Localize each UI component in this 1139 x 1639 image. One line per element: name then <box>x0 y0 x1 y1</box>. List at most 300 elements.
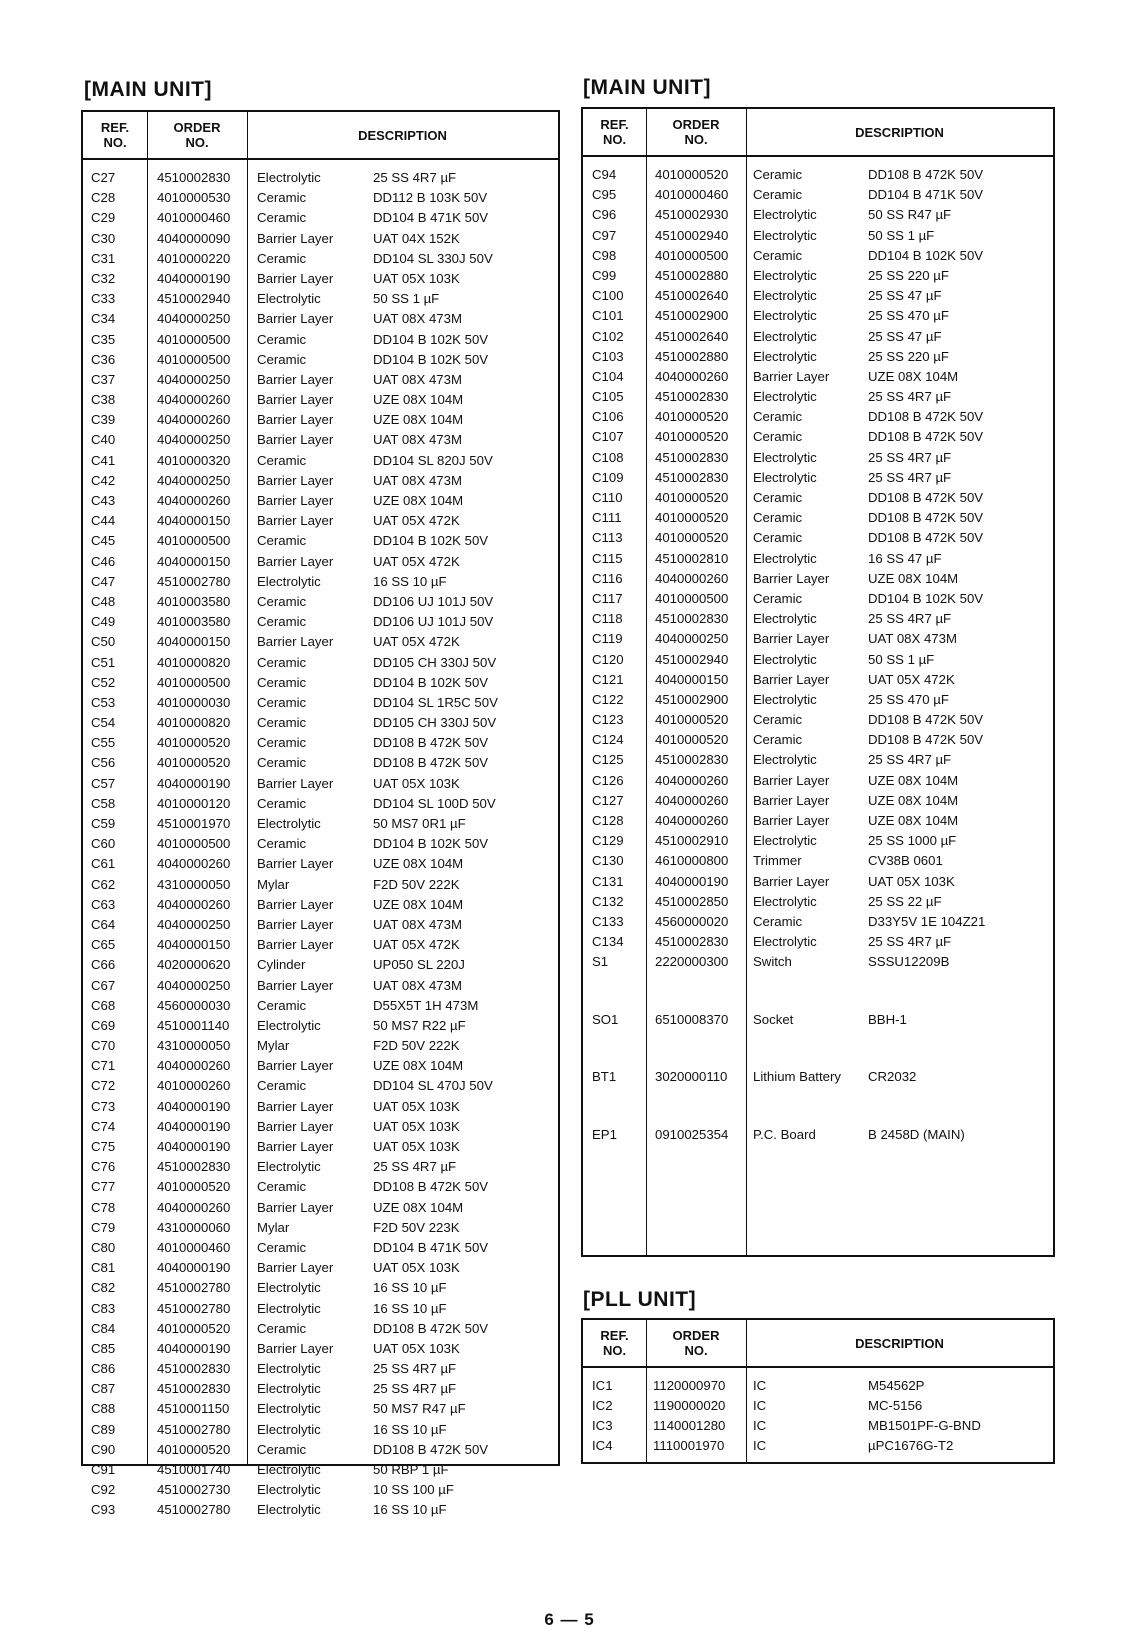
table-row <box>83 713 558 733</box>
table-row <box>83 1036 558 1056</box>
cell-ref: C124 <box>592 732 624 748</box>
table-row <box>583 589 1053 609</box>
cell-ref: C120 <box>592 651 624 667</box>
cell-ref: C53 <box>91 694 116 710</box>
cell-order: 1120000970 <box>653 1378 726 1393</box>
cell-spec: UAT 08X 473M <box>373 916 462 932</box>
cell-spec: 25 SS 4R7 µF <box>868 469 952 485</box>
cell-order: 4010000500 <box>157 331 231 347</box>
cell-spec: DD108 B 472K 50V <box>868 712 984 728</box>
table-row <box>83 915 558 935</box>
cell-type: Barrier Layer <box>257 937 334 953</box>
cell-type: IC <box>753 1438 767 1453</box>
cell-type: Barrier Layer <box>753 671 830 687</box>
cell-type: Electrolytic <box>257 1159 321 1175</box>
cell-spec: UAT 05X 472K <box>868 671 955 687</box>
right-rows <box>583 165 1053 952</box>
cell-order: 4040000260 <box>655 772 729 788</box>
table-row <box>83 854 558 874</box>
cell-spec: DD106 UJ 101J 50V <box>373 593 494 609</box>
cell-type: Barrier Layer <box>257 392 334 408</box>
left-rows <box>83 168 558 1521</box>
cell-type: Barrier Layer <box>257 896 334 912</box>
table-row <box>83 1399 558 1419</box>
table-row <box>83 1299 558 1319</box>
table-row <box>83 471 558 491</box>
cell-spec: UAT 05X 103K <box>373 1139 460 1154</box>
cell-ref: C74 <box>91 1118 116 1134</box>
cell-ref: C32 <box>91 270 116 286</box>
description-header-text: DESCRIPTION <box>358 127 447 143</box>
cell-order: 4510001970 <box>157 816 231 831</box>
cell-order: 4010003580 <box>157 593 231 609</box>
cell-type: Electrolytic <box>257 573 321 589</box>
cell-spec: CV38B 0601 <box>868 853 943 869</box>
cell-spec: DD104 B 471K 50V <box>373 210 489 226</box>
cell-spec: UZE 08X 104M <box>868 813 959 828</box>
cell-ref: C58 <box>91 795 116 811</box>
table-row <box>583 912 1053 932</box>
cell-ref: C92 <box>91 1482 116 1498</box>
cell-ref: C49 <box>91 614 116 630</box>
page-number: 6 — 5 <box>544 1610 595 1629</box>
cell-ref: C105 <box>592 389 624 405</box>
cell-type: Electrolytic <box>257 170 321 185</box>
cell-type: Ceramic <box>257 654 307 670</box>
cell-type: Ceramic <box>753 409 803 425</box>
cell-spec: UAT 05X 472K <box>373 634 460 650</box>
cell-spec: 25 SS 4R7 µF <box>868 389 952 405</box>
cell-type: Ceramic <box>753 530 803 546</box>
table-row <box>83 1500 558 1520</box>
order-header-line1: ORDER <box>173 120 221 135</box>
cell-spec: UAT 05X 472K <box>373 553 460 569</box>
cell-ref: C123 <box>592 712 624 728</box>
table-row <box>583 629 1053 649</box>
cell-order: 4510002830 <box>655 449 729 465</box>
cell-ref: C129 <box>592 833 624 849</box>
cell-spec: 25 SS 4R7 µF <box>868 611 952 627</box>
cell-spec: UAT 08X 473M <box>373 472 462 488</box>
cell-type: Ceramic <box>257 735 307 751</box>
cell-spec: DD108 B 472K 50V <box>373 1320 489 1336</box>
left-parts-table <box>81 110 560 1518</box>
cell-ref: C80 <box>91 1239 116 1255</box>
table-row <box>83 1460 558 1480</box>
cell-ref: C29 <box>91 210 116 226</box>
table-row <box>583 205 1053 225</box>
cell-order: 4040000260 <box>655 570 729 586</box>
table-row <box>83 208 558 228</box>
cell-ref: C111 <box>592 510 622 526</box>
cell-spec: 25 SS 470 µF <box>868 308 949 324</box>
cell-order: 4510002780 <box>157 1300 231 1316</box>
table-row <box>583 407 1053 427</box>
cell-spec: DD108 B 472K 50V <box>373 735 489 751</box>
cell-ref: C116 <box>592 570 623 586</box>
order-header-line2: NO. <box>684 1343 708 1358</box>
cell-ref: C133 <box>592 913 624 929</box>
cell-order: 4510002830 <box>157 1159 231 1175</box>
cell-spec: DD108 B 472K 50V <box>373 1441 489 1457</box>
table-row <box>583 1416 1053 1436</box>
cell-ref: C63 <box>91 896 116 912</box>
cell-type: Electrolytic <box>257 291 321 307</box>
table-row <box>583 1010 1053 1030</box>
cell-spec: DD104 SL 100D 50V <box>373 795 496 811</box>
cell-type: Barrier Layer <box>257 1139 334 1154</box>
cell-spec: DD106 UJ 101J 50V <box>373 614 494 630</box>
cell-type: Barrier Layer <box>257 856 334 872</box>
ref-header-line2: NO. <box>602 1343 627 1358</box>
cell-order: 4040000150 <box>157 937 231 953</box>
cell-spec: D55X5T 1H 473M <box>373 997 479 1013</box>
cell-ref: C82 <box>91 1280 116 1296</box>
cell-type: Barrier Layer <box>257 634 334 650</box>
table-row <box>83 430 558 450</box>
table-row <box>83 289 558 309</box>
cell-order: 4010000500 <box>157 351 231 367</box>
table-row <box>83 1440 558 1460</box>
table-row <box>583 851 1053 871</box>
cell-type: Barrier Layer <box>257 311 334 327</box>
cell-type: Ceramic <box>753 590 803 606</box>
cell-order: 4020000620 <box>157 957 231 973</box>
cell-ref: C47 <box>91 573 116 589</box>
cell-spec: µPC1676G-T2 <box>868 1438 954 1453</box>
table-row <box>83 1157 558 1177</box>
cell-ref: SO1 <box>592 1011 619 1027</box>
table-row <box>583 1067 1053 1087</box>
cell-ref: C61 <box>91 856 116 872</box>
cell-type: Barrier Layer <box>753 570 830 586</box>
right-table-header <box>583 109 1053 157</box>
cell-type: Electrolytic <box>753 328 817 344</box>
cell-spec: UAT 05X 103K <box>373 1118 460 1134</box>
table-row <box>583 448 1053 468</box>
cell-spec: UAT 08X 473M <box>373 977 462 993</box>
cell-ref: C38 <box>91 392 116 408</box>
cell-spec: DD112 B 103K 50V <box>373 190 488 206</box>
cell-type: Electrolytic <box>753 611 817 627</box>
pll-table-header <box>583 1320 1053 1368</box>
cell-order: 4040000260 <box>655 792 729 808</box>
cell-type: Mylar <box>257 876 290 892</box>
cell-type: Electrolytic <box>257 1421 321 1437</box>
cell-order: 4040000190 <box>157 1260 231 1276</box>
cell-order: 4510002780 <box>157 1280 231 1296</box>
table-row <box>583 367 1053 387</box>
description-header-text: DESCRIPTION <box>855 124 944 140</box>
cell-ref: C83 <box>91 1300 116 1316</box>
cell-order: 2220000300 <box>655 954 729 969</box>
cell-type: Ceramic <box>257 210 307 226</box>
cell-ref: C86 <box>91 1361 116 1377</box>
cell-ref: S1 <box>592 954 609 969</box>
cell-ref: C27 <box>91 170 116 185</box>
table-row <box>83 1379 558 1399</box>
table-row <box>83 1319 558 1339</box>
cell-ref: C34 <box>91 311 116 327</box>
cell-ref: C68 <box>91 997 116 1013</box>
cell-type: Electrolytic <box>257 1017 321 1033</box>
cell-spec: F2D 50V 222K <box>373 876 460 892</box>
cell-spec: DD104 SL 330J 50V <box>373 250 493 266</box>
cell-order: 4010000520 <box>157 1320 231 1336</box>
cell-type: Electrolytic <box>753 449 817 465</box>
cell-order: 4040000250 <box>157 371 231 387</box>
cell-type: Barrier Layer <box>257 1058 334 1074</box>
order-no-header <box>147 112 247 158</box>
order-header-line2: NO. <box>185 135 209 150</box>
cell-order: 4010000500 <box>157 674 231 690</box>
order-no-header <box>646 109 746 155</box>
cell-ref: C108 <box>592 449 624 465</box>
cell-ref: C51 <box>91 654 116 670</box>
table-row <box>83 572 558 592</box>
table-row <box>83 895 558 915</box>
cell-ref: C130 <box>592 853 624 869</box>
cell-ref: C73 <box>91 1098 116 1114</box>
right-section-title: [MAIN UNIT] <box>583 76 711 99</box>
cell-ref: C76 <box>91 1159 116 1175</box>
cell-order: 4510002940 <box>157 291 231 307</box>
cell-ref: C127 <box>592 792 624 808</box>
cell-type: Barrier Layer <box>257 977 334 993</box>
cell-type: Electrolytic <box>753 691 817 707</box>
cell-spec: 16 SS 10 µF <box>373 1421 447 1437</box>
cell-order: 4510002830 <box>157 1381 231 1397</box>
cell-type: Barrier Layer <box>753 368 830 384</box>
cell-order: 4010000030 <box>157 694 231 710</box>
cell-order: 4040000090 <box>157 230 231 246</box>
table-row <box>83 1137 558 1157</box>
cell-spec: UZE 08X 104M <box>373 1199 464 1215</box>
cell-order: 4510002640 <box>655 328 729 344</box>
cell-spec: UAT 05X 472K <box>373 513 460 529</box>
table-row <box>583 266 1053 286</box>
cell-spec: UAT 08X 473M <box>373 311 462 327</box>
cell-ref: C125 <box>592 752 624 768</box>
cell-ref: C44 <box>91 513 116 529</box>
cell-spec: DD108 B 472K 50V <box>868 429 984 445</box>
cell-spec: B 2458D (MAIN) <box>868 1127 965 1143</box>
table-row <box>583 872 1053 892</box>
cell-ref: C132 <box>592 893 624 909</box>
cell-order: 4010000520 <box>655 712 729 728</box>
cell-spec: 25 SS 220 µF <box>868 348 949 364</box>
table-row <box>583 952 1053 972</box>
cell-spec: UAT 05X 103K <box>373 775 460 791</box>
cell-spec: 25 SS 4R7 µF <box>868 752 952 768</box>
cell-order: 4510002850 <box>655 893 729 909</box>
cell-order: 4040000190 <box>157 775 231 791</box>
cell-ref: C62 <box>91 876 116 892</box>
cell-order: 4010000520 <box>655 530 729 546</box>
cell-order: 4510001740 <box>157 1462 231 1477</box>
table-row <box>83 996 558 1016</box>
cell-type: Mylar <box>257 1038 290 1054</box>
cell-ref: C118 <box>592 611 623 627</box>
cell-spec: DD105 CH 330J 50V <box>373 715 497 731</box>
ref-header-line1: REF. <box>600 1328 629 1343</box>
cell-spec: F2D 50V 222K <box>373 1038 460 1054</box>
table-row <box>83 1258 558 1278</box>
cell-ref: C65 <box>91 937 116 953</box>
cell-type: Electrolytic <box>257 1462 321 1477</box>
cell-type: Electrolytic <box>753 288 817 304</box>
cell-type: IC <box>753 1378 767 1393</box>
cell-order: 4040000260 <box>157 896 231 912</box>
table-row <box>583 185 1053 205</box>
cell-spec: 25 SS 4R7 µF <box>373 170 457 185</box>
cell-order: 4040000190 <box>157 1340 231 1356</box>
cell-ref: C91 <box>91 1462 116 1477</box>
cell-spec: 50 SS 1 µF <box>373 291 440 307</box>
cell-type: Ceramic <box>753 167 803 182</box>
description-header <box>247 112 558 158</box>
table-row <box>583 1125 1053 1145</box>
cell-ref: C85 <box>91 1340 116 1356</box>
ref-header-line1: REF. <box>100 120 130 135</box>
table-row <box>83 955 558 975</box>
cell-ref: C46 <box>91 553 116 569</box>
cell-type: Barrier Layer <box>257 775 334 791</box>
cell-type: Ceramic <box>257 694 307 710</box>
cell-type: Ceramic <box>257 1320 307 1336</box>
cell-type: Ceramic <box>257 674 307 690</box>
cell-spec: SSSU12209B <box>868 954 950 969</box>
cell-order: 4510002880 <box>655 348 729 364</box>
cell-type: Ceramic <box>753 732 803 748</box>
cell-spec: DD108 B 472K 50V <box>868 167 984 182</box>
cell-order: 4510002830 <box>157 170 231 185</box>
cell-order: 4040000150 <box>157 513 231 529</box>
cell-ref: C48 <box>91 593 116 609</box>
table-row <box>583 1376 1053 1396</box>
ref-header-line2: NO. <box>103 135 127 150</box>
cell-type: Barrier Layer <box>257 412 334 428</box>
cell-order: 4040000190 <box>157 1118 231 1134</box>
cell-type: Ceramic <box>753 913 803 929</box>
cell-type: Barrier Layer <box>257 553 334 569</box>
table-row <box>583 730 1053 750</box>
cell-order: 4010000530 <box>157 190 231 206</box>
table-row <box>83 1218 558 1238</box>
cell-type: Electrolytic <box>257 1280 321 1296</box>
cell-type: Barrier Layer <box>753 813 830 828</box>
cell-ref: C110 <box>592 490 623 505</box>
cell-ref: C57 <box>91 775 116 791</box>
cell-ref: C39 <box>91 412 116 428</box>
table-row <box>83 330 558 350</box>
cell-ref: C84 <box>91 1320 116 1336</box>
cell-spec: 25 SS 4R7 µF <box>373 1159 457 1175</box>
description-header <box>746 1320 1053 1366</box>
cell-spec: 16 SS 10 µF <box>373 1280 447 1296</box>
cell-spec: DD104 B 102K 50V <box>868 247 984 263</box>
cell-order: 4010000520 <box>655 409 729 425</box>
pll-parts-table <box>581 1318 1055 1464</box>
table-row <box>83 774 558 794</box>
cell-order: 4010000500 <box>157 836 231 852</box>
cell-spec: UAT 08X 473M <box>373 432 462 448</box>
cell-order: 4010000820 <box>157 654 231 670</box>
cell-spec: DD104 SL 820J 50V <box>373 452 493 468</box>
cell-order: 4510001140 <box>157 1017 230 1033</box>
table-row <box>583 892 1053 912</box>
table-row <box>83 1480 558 1500</box>
cell-order: 4010000320 <box>157 452 231 468</box>
cell-type: Ceramic <box>257 1078 307 1094</box>
cell-ref: C113 <box>592 530 623 546</box>
cell-spec: 50 RBP 1 µF <box>373 1462 449 1477</box>
cell-ref: C101 <box>592 308 624 324</box>
cell-ref: C131 <box>592 873 624 889</box>
table-row <box>83 632 558 652</box>
cell-type: Ceramic <box>257 351 307 367</box>
cell-order: 4040000260 <box>157 1199 231 1215</box>
cell-spec: DD104 B 102K 50V <box>373 533 489 549</box>
cell-type: Ceramic <box>753 429 803 445</box>
cell-type: Ceramic <box>257 593 307 609</box>
cell-ref: IC2 <box>592 1398 613 1413</box>
table-row <box>583 246 1053 266</box>
cell-order: 4040000260 <box>655 368 729 384</box>
table-row <box>83 935 558 955</box>
cell-type: Barrier Layer <box>257 371 334 387</box>
cell-order: 4310000060 <box>157 1219 231 1235</box>
cell-type: Ceramic <box>257 795 307 811</box>
cell-type: Barrier Layer <box>257 1260 334 1276</box>
cell-spec: UZE 08X 104M <box>868 570 959 586</box>
cell-order: 4510002910 <box>655 833 729 849</box>
table-row <box>83 1056 558 1076</box>
table-row <box>83 1076 558 1096</box>
cell-spec: UAT 05X 103K <box>373 270 460 286</box>
cell-ref: C99 <box>592 267 617 283</box>
cell-order: 4560000020 <box>655 913 729 929</box>
cell-order: 4040000250 <box>655 631 729 647</box>
cell-order: 4040000150 <box>655 671 729 687</box>
cell-ref: C78 <box>91 1199 116 1215</box>
cell-type: Ceramic <box>257 614 307 630</box>
table-row <box>83 249 558 269</box>
ref-header-line2: NO. <box>602 132 627 147</box>
cell-ref: C126 <box>592 772 624 788</box>
table-row <box>83 794 558 814</box>
cell-type: Barrier Layer <box>257 493 334 508</box>
cell-ref: C43 <box>91 493 116 508</box>
cell-spec: 16 SS 10 µF <box>373 1300 447 1316</box>
table-row <box>83 1016 558 1036</box>
cell-order: 4510002830 <box>655 469 729 485</box>
cell-order: 4510002900 <box>655 308 729 324</box>
cell-type: Ceramic <box>753 510 803 526</box>
table-row <box>83 753 558 773</box>
cell-order: 4510002930 <box>655 207 729 223</box>
cell-type: Electrolytic <box>753 227 817 243</box>
cell-type: Electrolytic <box>753 389 817 405</box>
cell-spec: 25 SS 47 µF <box>868 288 942 304</box>
cell-ref: IC1 <box>592 1378 613 1393</box>
cell-ref: C56 <box>91 755 116 771</box>
cell-order: 4040000190 <box>157 1098 231 1114</box>
cell-ref: C103 <box>592 348 624 364</box>
cell-type: Ceramic <box>257 997 307 1013</box>
cell-type: Electrolytic <box>257 1381 321 1397</box>
cell-spec: 25 SS 4R7 µF <box>373 1361 457 1377</box>
